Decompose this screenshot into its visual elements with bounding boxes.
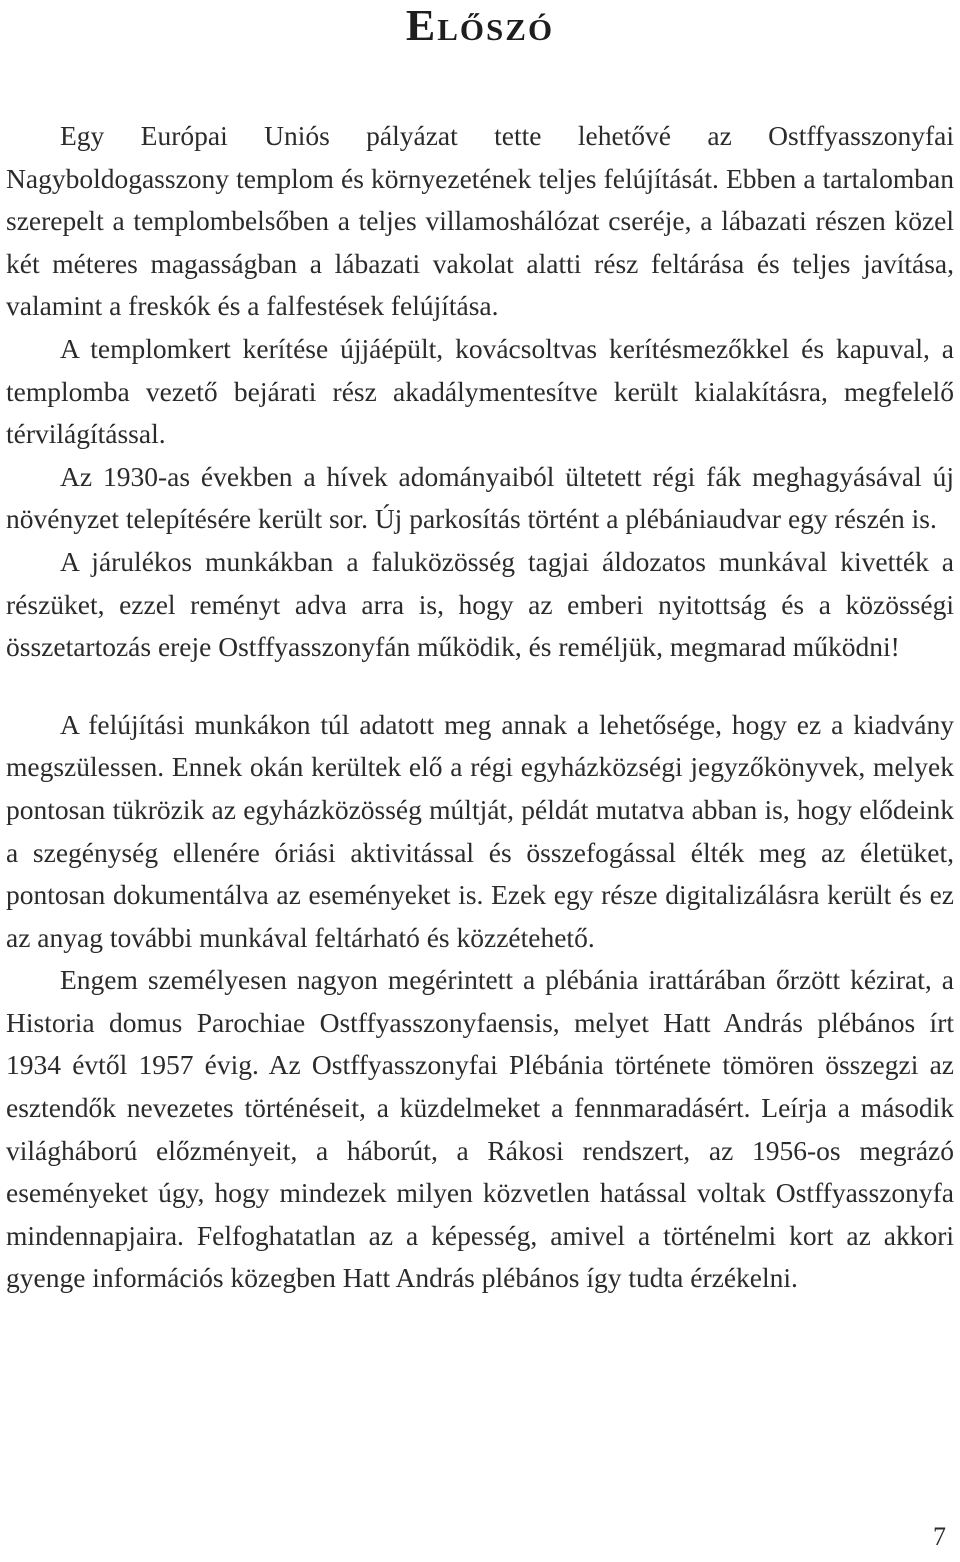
page-number: 7 xyxy=(933,1522,946,1551)
body-text xyxy=(6,115,954,1300)
paragraph: Az 1930-as években a hívek adományaiból ültetett régi fák meghagyásával új növényzet telepítésére került sor. Új parkosítás történt a plébániaudvar egy részén is. xyxy=(6,460,954,535)
paragraph: Engem személyesen nagyon megérintett a plébánia irattárában őrzött kézirat, a Historia domus Parochiae Ostffyasszonyfaensis, melyet Hatt András plébános írt 1934 évtől 1957 évig. Az Ostffyasszonyfai Plébánia története tömören összegzi az esztendők nevezetes történéseit, a küzdelmeket a fennmaradásért. Leírja a második világháború előzményeit, a háborút, a Rákosi rendszert, az 1956-os megrázó eseményeket úgy, hogy mindezek milyen közvetlen hatással voltak Ostffyasszonyfa mindennapjaira. Felfoghatatlan az a képesség, amivel a történelmi kort az akkori gyenge információs közegben Hatt András plébános így tudta érzékelni. xyxy=(6,964,954,1294)
paragraph: A járulékos munkákban a faluközösség tagjai áldozatos munkával kivették a részüket, ezzel reményt adva arra is, hogy az emberi nyitottság és a közösségi összetartozás ereje Ostffyasszonyfán működik, és reméljük, megmarad működni! xyxy=(6,545,954,663)
text-block-renovation xyxy=(6,115,954,669)
page-title: Előszó xyxy=(405,1,555,50)
paragraph: A felújítási munkákon túl adatott meg annak a lehetősége, hogy ez a kiadvány megszülessen. Ennek okán kerültek elő a régi egyházközségi jegyzőkönyvek, melyek pontosan tükrözik az egyházközösség múltját, példát mutatva abban is, hogy elődeink a szegénység ellenére óriási aktivitással és összefogással élték meg az életüket, pontosan dokumentálva az eseményeket is. Ezek egy része digitalizálásra került és ez az anyag további munkával feltárható és közzétehető. xyxy=(6,708,954,953)
paragraph: Egy Európai Uniós pályázat tette lehetővé az Ostffyasszonyfai Nagyboldogasszony templom és környezetének teljes felújítását. Ebben a tartalomban szerepelt a templombelsőben a teljes villamoshálózat cseréje, a lábazati részen közel két méteres magasságban a lábazati vakolat alatti rész feltárása és teljes javítása, valamint a freskók és a falfestések felújítása. xyxy=(6,120,954,322)
page xyxy=(6,0,954,1551)
text-block-publication xyxy=(6,704,954,1300)
paragraph: A templomkert kerítése újjáépült, kovácsoltvas kerítésmezőkkel és kapuval, a templomba vezető bejárati rész akadálymentesítve került kialakításra, megfelelő térvilágítással. xyxy=(6,332,954,450)
